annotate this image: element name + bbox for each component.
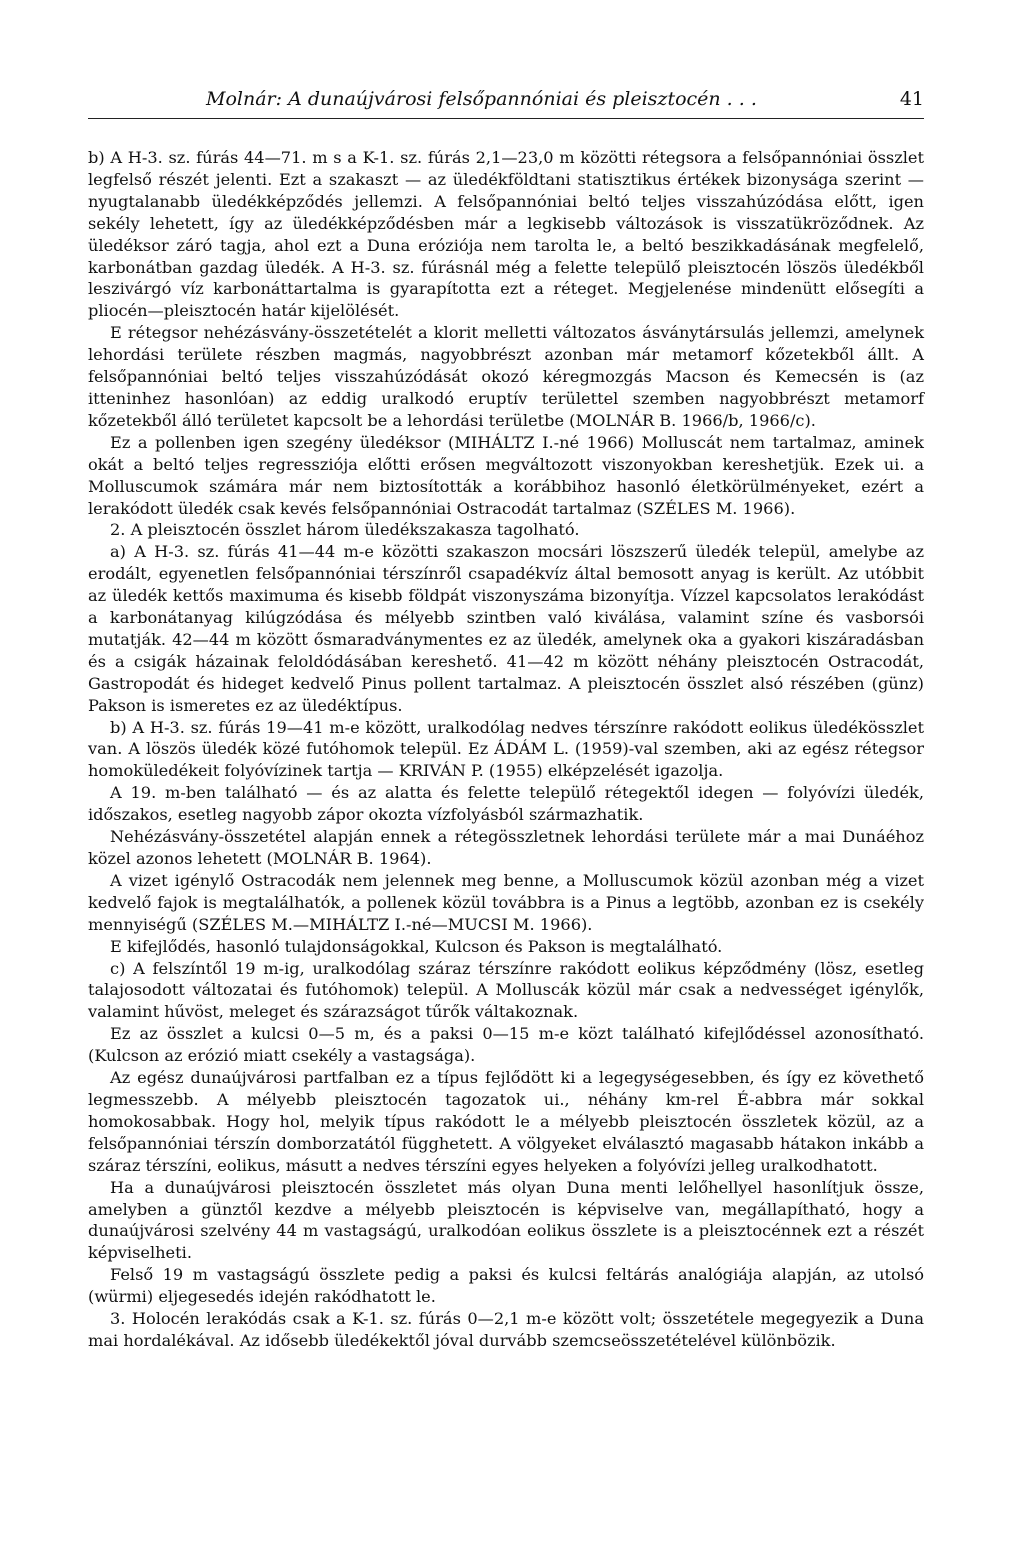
running-header [88, 88, 924, 119]
paragraph: a) A H-3. sz. fúrás 41—44 m-e közötti szakaszon mocsári löszszerű üledék települ, amelybe az erodált, egyenetlen felsőpannóniai térszínről csapadékvíz által bemosott anyag is került. Az utóbbit az üledék kettős maximuma és kisebb földpát viszonyszáma bizonyítja. Vízzel kapcsolatos lerakódást a karbonátanyag kilúgzódása és mélyebb szintben való kiválása, valamint színe és vasborsói mutatják. 42—44 m között ősmaradványmentes ez az üledék, amelynek oka a gyakori kiszáradásban és a csigák házainak feloldódásában kereshető. 41—42 m között néhány pleisztocén Ostracodát, Gastropodát és hideget kedvelő Pinus pollent tartalmaz. A pleisztocén összlet alsó részében (günz) Pakson is ismeretes ez az üledéktípus. [88, 542, 924, 715]
header-author: Molnár: [206, 88, 283, 110]
paragraph: E rétegsor nehézásvány-összetételét a klorit melletti változatos ásványtársulás jellemzi, amelynek lehordási területe részben magmás, nagyobbrészt azonban már metamorf kőzetekből állt. A felsőpannóniai beltó teljes visszahúzódását okozó kéregmozgás Macson és Kemecsén is (az itteninhez hasonlóan) az eddig uralkodó eruptív területtel szemben nagyobbrészt metamorf kőzetekből álló területet kapcsolt be a lehordási területbe (MOLNÁR B. 1966/b, 1966/c). [88, 323, 924, 430]
header-title-line [206, 88, 757, 110]
paragraph: Ha a dunaújvárosi pleisztocén összletet más olyan Duna menti lelőhellyel hasonlítjuk össze, amelyben a günztől kezdve a mélyebb pleisztocén is képviselve van, megállapítható, hogy a dunaújvárosi szelvény 44 m vastagságú, uralkodóan eolikus összlete is a pleisztocénnek ezt a részét képviselheti. [88, 1177, 924, 1263]
paragraph: 3. Holocén lerakódás csak a K-1. sz. fúrás 0—2,1 m-e között volt; összetétele megegyezik a Duna mai hordalékával. Az idősebb üledékektől jóval durvább szemcseösszetételével különbözik. [88, 1309, 924, 1350]
paragraph: c) A felszíntől 19 m-ig, uralkodólag száraz térszínre rakódott eolikus képződmény (lösz, esetleg talajosodott változatai és futóhomok) települ. A Molluscák közül már csak a nedvességet igénylők, valamint hűvöst, meleget és szárazságot tűrők váltakoznak. [88, 958, 924, 1022]
paragraph: Ez a pollenben igen szegény üledéksor (MIHÁLTZ I.-né 1966) Molluscát nem tartalmaz, aminek okát a beltó teljes regressziója előtti erősen megváltozott viszonyokban kereshetjük. Ezek ui. a Molluscumok számára már nem biztosították a korábbihoz hasonló életkörülményeket, ezért a lerakódott üledék csak kevés felsőpannóniai Ostracodát tartalmaz (SZÉLES M. 1966). [88, 432, 924, 518]
paragraph: Nehézásvány-összetétel alapján ennek a rétegösszletnek lehordási területe már a mai Dunáéhoz közel azonos lehetett (MOLNÁR B. 1964). [88, 827, 924, 868]
page-number: 41 [899, 88, 924, 110]
paragraph: Felső 19 m vastagságú összlete pedig a paksi és kulcsi feltárás analógiája alapján, az utolsó (würmi) eljegesedés idején rakódhatott le. [88, 1265, 924, 1307]
paragraph: 2. A pleisztocén összlet három üledékszakasza tagolható. [110, 520, 580, 540]
paragraph: E kifejlődés, hasonló tulajdonságokkal, Kulcson és Pakson is megtalálható. [110, 936, 723, 956]
document-page [88, 88, 924, 1352]
paragraph: Az egész dunaújvárosi partfalban ez a típus fejlődött ki a legegységesebben, és így ez követhető legmesszebb. A mélyebb pleisztocén tagozatok ui., néhány km-rel É-abbra már sokkal homokosabbak. Hogy hol, melyik típus rakódott le a mélyebb pleisztocén összletek közül, az a felsőpannóniai térszín domborzatától függhetett. A völgyeket elválasztó magasabb hátakon inkább a száraz térszíni, eolikus, másutt a nedves térszíni egyes helyeken a folyóvízi jelleg uralkodhatott. [88, 1068, 924, 1175]
paragraph: Ez az összlet a kulcsi 0—5 m, és a paksi 0—15 m-e közt található kifejlődéssel azonosítható. (Kulcson az erózió miatt csekély a vastagsága). [88, 1024, 924, 1066]
paragraph: b) A H-3. sz. fúrás 19—41 m-e között, uralkodólag nedves térszínre rakódott eolikus üledékösszlet van. A löszös üledék közé futóhomok települ. Ez ÁDÁM L. (1959)-val szemben, aki az egész rétegsor homoküledékeit folyóvízinek tartja — KRIVÁN P. (1955) elképzelését igazolja. [88, 717, 924, 781]
header-title: A dunaújvárosi felsőpannóniai és pleisztocén . . . [288, 88, 757, 110]
paragraph: b) A H-3. sz. fúrás 44—71. m s a K-1. sz. fúrás 2,1—23,0 m közötti rétegsora a felsőpannóniai összlet legfelső részét jelenti. Ezt a szakaszt — az üledékföldtani statisztikus értékek bizonysága szerint — nyugtalanabb üledékképződés jellemzi. A felsőpannóniai beltó teljes visszahúzódása előtt, igen sekély lehetett, így az üledékképződésben már a legkisebb változások is visszatükröződnek. Az üledéksor záró tagja, ahol ezt a Duna eróziója nem tarolta le, a beltó beszikkadásának megfelelő, karbonátban gazdag üledék. A H-3. sz. fúrásnál még a felette települő pleisztocén löszös üledékből leszivárgó víz karbonáttartalma is gyarapította ezt a réteget. Megjelenése mindenütt elősegíti a pliocén—pleisztocén határ kijelölését. [88, 148, 924, 321]
body-text [88, 147, 924, 1352]
paragraph: A 19. m-ben található — és az alatta és felette települő rétegektől idegen — folyóvízi üledék, időszakos, esetleg nagyobb zápor okozta vízfolyásból származhatik. [88, 783, 924, 825]
paragraph: A vizet igénylő Ostracodák nem jelennek meg benne, a Molluscumok közül azonban még a vizet kedvelő fajok is megtalálhatók, a pollenek közül továbbra is a Pinus a legtöbb, azonban ez is csekély mennyiségű (SZÉLES M.—MIHÁLTZ I.-né—MUCSI M. 1966). [88, 870, 924, 934]
